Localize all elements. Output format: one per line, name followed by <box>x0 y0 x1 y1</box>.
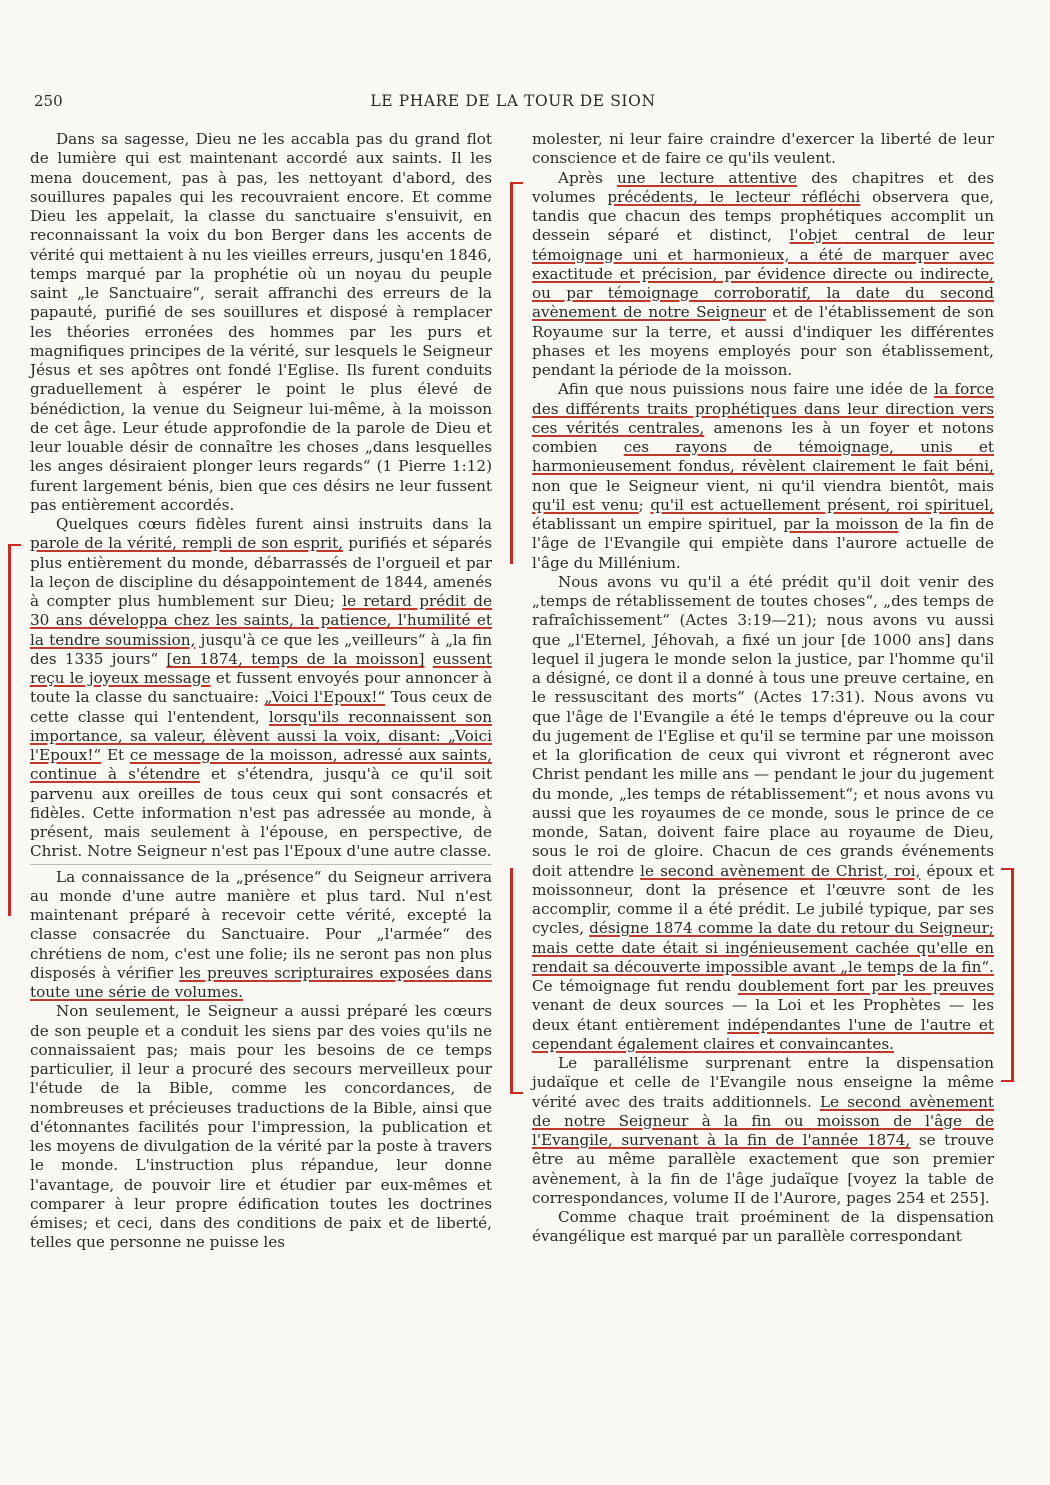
underlined-passage: ces rayons de témoignage, unis et harmonieusement fondus, révèlent clairement le fait béni, <box>532 438 994 476</box>
paragraph: molester, ni leur faire craindre d'exercer la liberté de leur conscience et de faire ce qu'ils veulent. <box>532 130 994 168</box>
paragraph: La connaissance de la „présence“ du Seigneur arrivera au monde d'une autre manière et plus tard. Nul n'est maintenant préparé à recevoir cette vérité, excepté la classe consacrée du Sanctuaire. Pour „l'armée“ des chrétiens de nom, c'est une folie; ils ne seront pas non plus disposés à vérifier les preuves scripturaires exposées dans toute une série de volumes. <box>30 867 492 1001</box>
paragraph: Afin que nous puissions nous faire une idée de la force des différents traits prophétiques dans leur direction vers ces vérités centrales, amenons les à un foyer et notons combien ces rayons de témoignage, unis et harmonieusement fondus, révèlent clairement le fait béni, non que le Seigneur vient, ni qu'il viendra bientôt, mais qu'il est venu; qu'il est actuellement présent, roi spirituel, établissant un empire spirituel, par la moisson de la fin de l'âge de l'Evangile qui empiète dans l'aurore actuelle de l'âge du Millénium. <box>532 380 994 572</box>
text-columns <box>30 130 994 1253</box>
underlined-passage: précédents, le lecteur réfléchi <box>607 187 861 206</box>
red-margin-bracket <box>1001 868 1014 1082</box>
underlined-passage: une lecture attentive <box>616 168 797 187</box>
underlined-passage: Le second avènement de notre Seigneur à la fin ou moisson de l'âge de l'Evangile, survenant à la fin de l'année 1874, <box>532 1092 994 1149</box>
underlined-passage: les preuves scripturaires exposées dans toute une série de volumes. <box>30 963 492 1001</box>
red-margin-bracket <box>510 868 523 1094</box>
right-column <box>532 130 994 1253</box>
paragraph: Nous avons vu qu'il a été prédit qu'il doit venir des „temps de rétablissement de toutes choses“, „des temps de rafraîchissement“ (Actes 3:19—21); nous avons vu aussi que „l'Eternel, Jéhovah, a fixé un jour [de 1000 ans] dans lequel il jugera le monde selon la justice, par l'homme qu'il a désigné, ce dont il a donné à tous une preuve certaine, en le ressuscitant des morts“ (Actes 17:31). Nous avons vu que l'âge de l'Evangile a été le temps d'épreuve ou la cour du jugement de l'Eglise et qu'il se termine par une moisson et la glorification de ceux qui vivront et régneront avec Christ pendant les mille ans — pendant le jour du jugement du monde, „les temps de rétablissement“; et nous avons vu aussi que les royaumes de ce monde, sous le prince de ce monde, Satan, doivent faire place au royaume de Dieu, sous le roi de gloire. Chacun de ces grands événements doit attendre le second avènement de Christ, roi, époux et moissonneur, dont la présence et l'œuvre sont de les accomplir, comme il a été prédit. Le jubilé typique, par ses cycles, désigne 1874 comme la date du retour du Seigneur; mais cette date était si ingénieusement cachée qu'elle en rendait sa découverte impossible avant „le temps de la fin“. Ce témoignage fut rendu doublement fort par les preuves venant de deux sources — la Loi et les Prophètes — les deux étant entièrement indépendantes l'une de l'autre et cependant également claires et convaincantes. <box>532 572 995 1053</box>
running-title: LE PHARE DE LA TOUR DE SION <box>370 92 656 110</box>
red-margin-bracket <box>510 182 523 564</box>
paragraph: Le parallélisme surprenant entre la dispensation judaïque et celle de l'Evangile nous enseigne la même vérité avec des traits additionnels. Le second avènement de notre Seigneur à la fin ou moisson de l'âge de l'Evangile, survenant à la fin de l'année 1874, se trouve être au même parallèle exactement que son premier avènement, à la fin de l'âge judaïque [voyez la table de correspondances, volume II de l'Aurore, pages 254 et 255]. <box>532 1054 994 1207</box>
underlined-passage: ce message de la moisson, adressé aux saints, continue à s'étendre <box>30 746 492 784</box>
paragraph: Comme chaque trait proéminent de la dispensation évangélique est marqué par un parallèle correspondant <box>532 1208 994 1246</box>
paragraph: Quelques cœurs fidèles furent ainsi instruits dans la parole de la vérité, rempli de son esprit, purifiés et séparés plus entièrement du monde, débarrassés de l'orgueil et par la leçon de discipline du désappointement de 1844, amenés à compter plus humblement sur Dieu; le retard prédit de 30 ans développa chez les saints, la patience, l'humilité et la tendre soumission, jusqu'à ce que les „veilleurs“ à „la fin des 1335 jours“ [en 1874, temps de la moisson] eussent reçu le joyeux message et fussent envoyés pour annoncer à toute la classe du sanctuaire: „Voici l'Epoux!“ Tous ceux de cette classe qui l'entendent, lorsqu'ils reconnaissent son importance, sa valeur, élèvent aussi la voix, disant: „Voici l'Epoux!“ Et ce message de la moisson, adressé aux saints, continue à s'étendre et s'étendra, jusqu'à ce qu'il soit parvenu aux oreilles de tous ceux qui sont consacrés et fidèles. Cette information n'est pas adressée au monde, à présent, mais seulement à l'épouse, en perspective, de Christ. Notre Seigneur n'est pas l'Epoux d'une autre classe. <box>30 515 493 861</box>
page-number: 250 <box>34 92 63 110</box>
paragraph: Non seulement, le Seigneur a aussi préparé les cœurs de son peuple et a conduit les siens par des voies qu'ils ne connaissaient pas; mais pour les besoins de ce temps particulier, il leur a procuré des secours merveilleux pour l'étude de la Bible, comme les concordances, de nombreuses et précieuses traductions de la Bible, ainsi que d'étonnantes facilités pour l'impression, la publication et les moyens de divulgation de la vérité par la poste à travers le monde. L'instruction plus répandue, leur donne l'avantage, de pouvoir lire et étudier par eux-mêmes et comparer à leur propre édification toutes les doctrines émises; et ceci, dans des conditions de paix et de liberté, telles que personne ne puisse les <box>30 1002 492 1252</box>
underlined-passage: qu'il est venu <box>532 495 639 514</box>
separator-rule <box>30 864 492 865</box>
underlined-passage: le second avènement de Christ, roi, <box>640 861 921 880</box>
underlined-passage: désigne 1874 comme la date du retour du Seigneur; mais cette date était si ingénieusement cachée qu'elle en rendait sa découverte impossible avant „le temps de la fin“. <box>532 919 994 976</box>
underlined-passage: le retard prédit de 30 ans développa chez les saints, la patience, l'humilité et la tendre soumission, <box>30 592 492 649</box>
underlined-passage: indépendantes l'une de l'autre et cependant également claires et convaincantes. <box>532 1015 994 1053</box>
underlined-passage: parole de la vérité, rempli de son esprit, <box>30 534 344 553</box>
underlined-passage: eussent reçu le joyeux message <box>30 649 492 687</box>
red-margin-bracket <box>8 544 21 916</box>
underlined-passage: [en 1874, temps de la moisson] <box>166 649 425 668</box>
paragraph: Après une lecture attentive des chapitres et des volumes précédents, le lecteur réfléchi observera que, tandis que chacun des temps prophétiques accomplit un dessein séparé et distinct, l'objet central de leur témoignage uni et harmonieux, a été de marquer avec exactitude et précision, par évidence directe ou indirecte, ou par témoignage corroboratif, la date du second avènement de notre Seigneur et de l'établissement de son Royaume sur la terre, et aussi d'indiquer les différentes phases et les moyens employés pour son établissement, pendant la période de la moisson. <box>532 168 995 379</box>
underlined-passage: doublement fort par les preuves <box>738 977 994 995</box>
paragraph: Dans sa sagesse, Dieu ne les accabla pas du grand flot de lumière qui est maintenant accordé aux saints. Il les mena doucement, pas à pas, les nettoyant d'abord, des souillures papales qui les recouvraient encore. Et comme Dieu les appelait, la classe du sanctuaire s'ensuivit, en reconnaissant la voix du bon Berger dans les accents de vérité qui mettaient à nu les vieilles erreurs, jusqu'en 1846, temps marqué par la prophétie où un noyau du peuple saint „le Sanctuaire“, serait affranchi des erreurs de la papauté, purifié de ses souillures et disposé à remplacer les théories erronées des hommes par les purs et magnifiques principes de la vérité, sur lesquels le Seigneur Jésus et ses apôtres ont fondé l'Eglise. Ils furent conduits graduellement à espérer le point le plus élevé de bénédiction, la venue du Seigneur lui-même, à la moisson de cet âge. Leur étude approfondie de la parole de Dieu et leur louable désir de connaître les choses „dans lesquelles les anges désiraient plonger leurs regards“ (1 Pierre 1:12) furent largement bénis, bien que ces désirs ne leur fussent pas entièrement accordés. <box>30 130 492 514</box>
underlined-passage: „Voici l'Epoux!“ <box>264 688 386 707</box>
underlined-passage: qu'il est actuellement présent, roi spirituel, <box>650 495 994 514</box>
underlined-passage: l'objet central de leur témoignage uni et harmonieux, a été de marquer avec exactitude et précision, par évidence directe ou indirecte, ou par témoignage corroboratif, la date du second avènement de notre Seigneur <box>532 226 994 322</box>
page-header <box>34 92 992 114</box>
underlined-passage: lorsqu'ils reconnaissent son importance, sa valeur, élèvent aussi la voix, disant: „Voici l'Epoux!“ <box>30 707 493 764</box>
underlined-passage: la force des différents traits prophétiques dans leur direction vers ces vérités centrales, <box>532 380 994 437</box>
left-column <box>30 130 492 1253</box>
underlined-passage: par la moisson <box>783 515 899 533</box>
